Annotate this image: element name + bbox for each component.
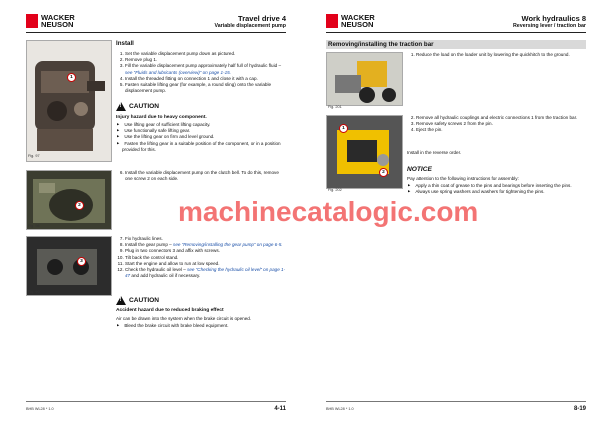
notice-heading: NOTICE [407, 166, 432, 173]
logo-line1: WACKER [41, 13, 75, 22]
warning-triangle-icon [116, 102, 126, 111]
photo-connectors [26, 236, 112, 296]
right-header [513, 14, 586, 29]
logo-mark-icon [26, 14, 38, 28]
logo-line2: NEUSON [341, 20, 374, 29]
hazard-braking: Accident hazard due to reduced braking effect [116, 308, 224, 313]
left-header-subtitle: Variable displacement pump [214, 23, 286, 29]
install-reverse: Install in the reverse order. [407, 150, 462, 155]
logo-line2: NEUSON [41, 20, 74, 29]
step-7: 7. Fix hydraulic lines. [125, 236, 286, 242]
callout-1: 1 [67, 73, 76, 82]
fig-97-label: Fig. 97 [28, 154, 40, 158]
left-header [214, 14, 286, 29]
step-12: 12. Check the hydraulic oil level – see “Checking the hydraulic oil level” on page 1-47 and add hydraulic oil if necessary. [125, 267, 286, 279]
step-10: 10. Tilt back the control stand. [125, 255, 286, 261]
notice-text: Pay attention to the following instructions for assembly: [407, 176, 519, 181]
step-8: 8. Install the gear pump – see “Removing/installing the gear pump” on page 6-5. [125, 242, 286, 248]
bullet-item: ▶ Use functionally safe lifting gear. [122, 128, 286, 134]
connectors-illustration [27, 237, 111, 295]
callout-2: 2 [75, 201, 84, 210]
watermark: machinecatalogic.com [178, 196, 479, 227]
right-steps: 2. Remove all hydraulic couplings and electric connections 1 from the traction bar. 3. Remove safety screws 2 from the pin. 4. Eject the pin. [407, 115, 587, 134]
wacker-neuson-logo [326, 14, 375, 28]
bullet-item: ▶ Use lifting gear of sufficient lifting capacity. [122, 122, 286, 128]
link-gear-pump[interactable]: see “Removing/installing the gear pump” on page 6-5. [173, 242, 283, 248]
pump-illustration [27, 41, 111, 161]
bullet-item: ▶ Fasten the lifting gear in a suitable position of the component, or in a position provided for this. [122, 141, 286, 153]
fig-201-label: Fig. 201 [328, 105, 342, 109]
right-footer-doc: BHB WL28 * 1.0 [326, 407, 354, 411]
right-header-subtitle: Reversing lever / traction bar [512, 23, 586, 29]
right-header-rule [326, 32, 586, 33]
link-hydraulic-oil-level[interactable]: see “Checking the hydraulic oil level” on page 1-47 [125, 267, 286, 279]
step-6: 6. Install the variable displacement pump on the clutch bell. To do this, remove one screw 2 on each side. [116, 170, 286, 182]
caution-bullets [116, 122, 286, 153]
right-page-number: 8-19 [573, 406, 586, 412]
link-fluids-lubricants[interactable]: see “Fluids and lubricants (overview)” on page 1-15. [125, 69, 231, 75]
notice-bullets: ▶ Apply a thin coat of grease to the pins and bearings before inserting the pins. ▶ Always use spring washers and washers for tightening the pins. [407, 183, 587, 195]
logo-line1: WACKER [341, 13, 375, 22]
callout-3: 3 [77, 257, 86, 266]
left-header-rule [26, 32, 286, 33]
photo-loader [326, 52, 403, 106]
fig-98-label: Fig. 98 [28, 224, 40, 228]
right-header-title: Work hydraulics 8 [521, 14, 586, 23]
caution-label: CAUTION [129, 103, 160, 110]
left-steps-a [116, 51, 286, 94]
step-11: 11. Start the engine and allow to run at low speed. [125, 261, 286, 267]
photo-clutch-bell [26, 170, 112, 230]
right-section-title: Removing/installing the traction bar [328, 41, 434, 48]
clutch-illustration [27, 171, 111, 229]
hazard-heavy-component: Injury hazard due to heavy component. [116, 115, 207, 120]
wacker-neuson-logo [26, 14, 75, 28]
right-step-1: 1. Reduce the load on the loader unit by lowering the quickhitch to the ground. [407, 52, 587, 58]
step-5: 5. Fasten suitable lifting gear (for example, a round sling) onto the variable displacement pump. [125, 82, 286, 94]
warning-triangle-icon [116, 296, 126, 305]
fig-202-label: Fig. 202 [328, 188, 342, 192]
step-2: 2. Remove plug 1. [125, 57, 286, 63]
step-9: 9. Plug in two connectors 3 and affix with screws. [125, 248, 286, 254]
caution-heading-1 [116, 102, 159, 111]
bullet-item: ▶ Use the lifting gear on firm and level ground. [122, 134, 286, 140]
left-footer-doc: BHB WL28 * 1.0 [26, 407, 54, 411]
callout-2: 2 [379, 168, 388, 177]
left-header-title: Travel drive 4 [238, 14, 286, 23]
callout-1: 1 [339, 124, 348, 133]
loader-illustration [327, 53, 402, 105]
caution-heading-2 [116, 296, 159, 305]
air-text: Air can be drawn into the system when the brake circuit is opened. [116, 316, 252, 321]
logo-mark-icon [326, 14, 338, 28]
step-3: 3. Fill the variable displacement pump approximately half full of hydraulic fluid – see “Fluids and lubricants (overview)” on page 1-15. [125, 63, 286, 75]
right-footer-rule [326, 401, 586, 402]
left-steps-b [116, 236, 286, 279]
left-page-number: 4-11 [274, 406, 286, 412]
fig-99-label: Fig. 99 [28, 290, 40, 294]
caution-label: CAUTION [129, 297, 160, 304]
bleed-bullet: ▶ Bleed the brake circuit with brake bleed equipment. [116, 323, 286, 329]
photo-traction-bar [326, 115, 403, 189]
left-section-title: Install [116, 40, 134, 47]
step-1: 1. Set the variable displacement pump down as pictured. [125, 51, 286, 57]
step-4: 4. Install the threaded fitting on connection 1 and close it with a cap. [125, 76, 286, 82]
photo-variable-pump [26, 40, 112, 162]
left-footer-rule [26, 401, 286, 402]
